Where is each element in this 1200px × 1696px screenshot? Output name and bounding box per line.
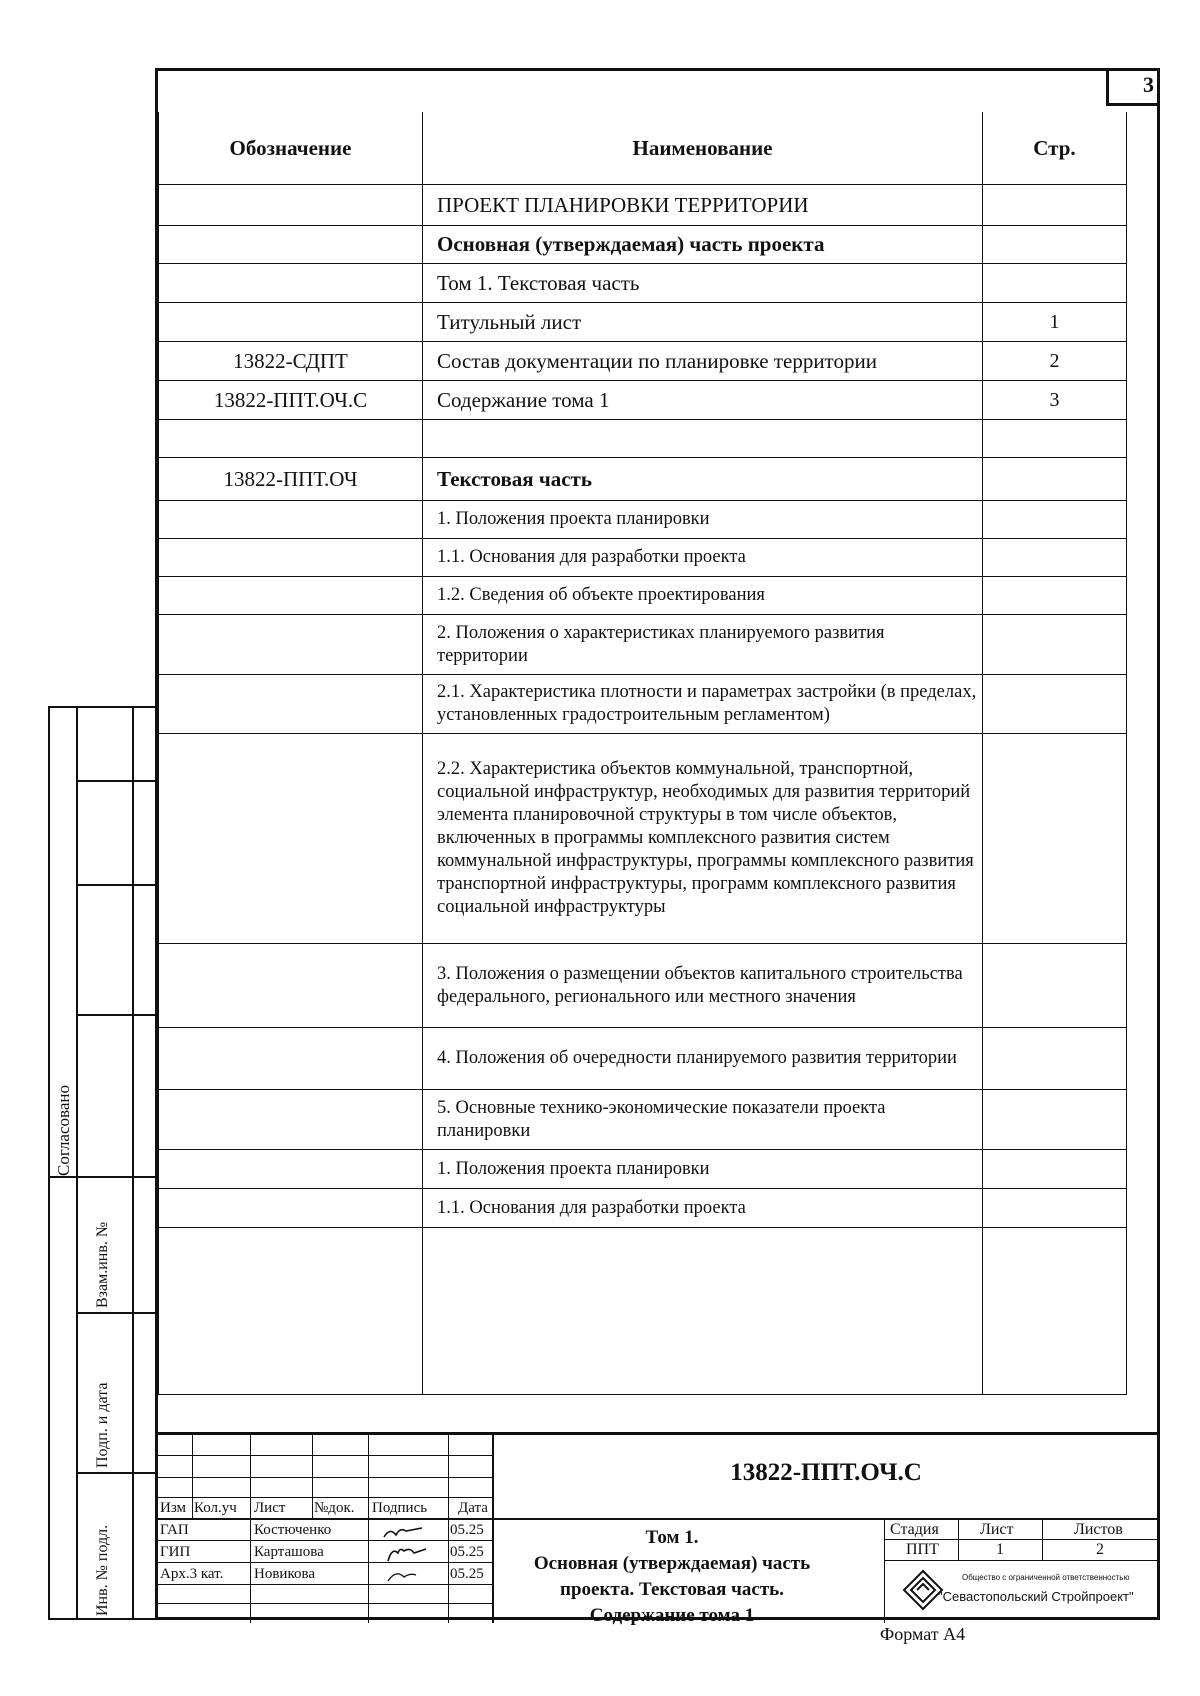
row-designation [159, 1090, 423, 1150]
table-row [159, 381, 1127, 420]
row-page [983, 577, 1127, 615]
table-row [159, 1028, 1127, 1090]
table-row [159, 1189, 1127, 1228]
staff-date: 05.25 [450, 1544, 484, 1560]
row-name: 5. Основные технико-экономические показатели проекта планировки [423, 1090, 983, 1150]
row-page [983, 675, 1127, 734]
row-page [983, 226, 1127, 264]
header-designation: Обозначение [159, 112, 423, 185]
row-page: 2 [983, 342, 1127, 381]
col-header-change: Изм [160, 1500, 187, 1516]
table-row [159, 734, 1127, 944]
row-name: 1.2. Сведения об объекте проектирования [423, 577, 983, 615]
row-page [983, 734, 1127, 944]
format-label: Формат А4 [880, 1624, 966, 1644]
table-row [159, 264, 1127, 303]
replace-inv-label: Взам.инв. № [94, 1221, 111, 1308]
row-name: Состав документации по планировке территории [423, 342, 983, 381]
row-designation [159, 577, 423, 615]
table-row [159, 1228, 1127, 1395]
sheets-value: 2 [1096, 1541, 1104, 1558]
row-designation: 13822-СДПТ [159, 342, 423, 381]
row-designation [159, 501, 423, 539]
row-name: Текстовая часть [423, 458, 983, 501]
row-designation: 13822-ППТ.ОЧ.С [159, 381, 423, 420]
row-page: 1 [983, 303, 1127, 342]
header-page: Стр. [983, 112, 1127, 185]
row-page [983, 1090, 1127, 1150]
row-name: 2.1. Характеристика плотности и параметрах застройки (в пределах, установленных градостроительным регламентом) [423, 675, 983, 734]
row-name: Содержание тома 1 [423, 381, 983, 420]
header-name: Наименование [423, 112, 983, 185]
col-header-docno: №док. [314, 1500, 355, 1516]
row-page [983, 539, 1127, 577]
table-row [159, 675, 1127, 734]
row-name: 2.2. Характеристика объектов коммунальной, транспортной, социальной инфраструктур, необходимых для развития территорий элемента планировочной структуры в том числе объектов, включенных в программы комплексного развития систем коммунальной инфраструктуры, программы комплексного развития транспортной инфраструктуры, программ комплексного развития социальной инфраструктуры [423, 734, 983, 944]
row-designation [159, 734, 423, 944]
row-name [423, 420, 983, 458]
table-row [159, 501, 1127, 539]
table-row [159, 615, 1127, 675]
staff-role: ГИП [160, 1544, 191, 1560]
row-name: Том 1. Текстовая часть [423, 264, 983, 303]
table-row [159, 342, 1127, 381]
table-row [159, 303, 1127, 342]
row-designation [159, 1228, 423, 1395]
row-designation [159, 420, 423, 458]
row-designation [159, 303, 423, 342]
side-strip [48, 706, 158, 1620]
staff-date: 05.25 [450, 1566, 484, 1582]
volume-title [492, 1525, 852, 1629]
table-row [159, 1090, 1127, 1150]
row-page [983, 1189, 1127, 1228]
row-designation: 13822-ППТ.ОЧ [159, 458, 423, 501]
staff-date: 05.25 [450, 1522, 484, 1538]
table-row [159, 539, 1127, 577]
row-name: 2. Положения о характеристиках планируемого развития территории [423, 615, 983, 675]
staff-name: Новикова [254, 1566, 316, 1582]
row-name: 1.1. Основания для разработки проекта [423, 1189, 983, 1228]
row-name: 1. Положения проекта планировки [423, 1150, 983, 1189]
row-designation [159, 944, 423, 1028]
company-logo [902, 1559, 1160, 1621]
doc-number: 13822-ППТ.ОЧ.С [730, 1459, 922, 1486]
row-name: 1. Положения проекта планировки [423, 501, 983, 539]
row-designation [159, 615, 423, 675]
row-page [983, 185, 1127, 226]
table-row [159, 458, 1127, 501]
row-page [983, 1228, 1127, 1395]
col-header-signature: Подпись [372, 1500, 428, 1516]
row-page [983, 1150, 1127, 1189]
row-name [423, 1228, 983, 1395]
row-name: Титульный лист [423, 303, 983, 342]
row-page [983, 615, 1127, 675]
sheet-label: Лист [980, 1521, 1014, 1538]
sheets-label: Листов [1074, 1521, 1123, 1538]
signatures-image [380, 1523, 440, 1583]
row-designation [159, 185, 423, 226]
staff-name: Карташова [254, 1544, 324, 1560]
row-name: Основная (утверждаемая) часть проекта [423, 226, 983, 264]
page-number: 3 [1106, 68, 1160, 106]
volume-title-line: Содержание тома 1 [589, 1605, 755, 1626]
col-header-sheet: Лист [254, 1500, 286, 1516]
stage-value: ППТ [906, 1541, 939, 1558]
row-designation [159, 1189, 423, 1228]
row-designation [159, 1028, 423, 1090]
col-header-date: Дата [458, 1500, 488, 1516]
row-page [983, 420, 1127, 458]
row-name: ПРОЕКТ ПЛАНИРОВКИ ТЕРРИТОРИИ [423, 185, 983, 226]
volume-title-line: проекта. Текстовая часть. [560, 1579, 784, 1600]
agreed-label: Согласовано [54, 1085, 73, 1176]
staff-role: ГАП [160, 1522, 189, 1538]
row-designation [159, 675, 423, 734]
row-page [983, 944, 1127, 1028]
col-header-qty: Кол.уч [194, 1500, 237, 1516]
table-row [159, 577, 1127, 615]
row-designation [159, 226, 423, 264]
row-name: 1.1. Основания для разработки проекта [423, 539, 983, 577]
volume-title-line: Основная (утверждаемая) часть [533, 1553, 811, 1574]
inv-orig-label: Инв. № подл. [94, 1524, 111, 1616]
row-name: 4. Положения об очередности планируемого развития территории [423, 1028, 983, 1090]
sign-date-label: Подп. и дата [94, 1382, 111, 1468]
row-designation [159, 539, 423, 577]
sheet-value: 1 [996, 1541, 1004, 1558]
table-row [159, 226, 1127, 264]
company-name: "Севастопольский Стройпроект" [938, 1589, 1134, 1604]
staff-role: Арх.3 кат. [160, 1566, 224, 1582]
row-page [983, 501, 1127, 539]
table-header-row [159, 112, 1127, 185]
table-row [159, 420, 1127, 458]
table-row [159, 944, 1127, 1028]
table-row [159, 185, 1127, 226]
row-name: 3. Положения о размещении объектов капитального строительства федерального, регионального или местного значения [423, 944, 983, 1028]
stage-label: Стадия [890, 1521, 939, 1538]
row-designation [159, 1150, 423, 1189]
contents-table [158, 112, 1127, 1395]
row-designation [159, 264, 423, 303]
volume-title-line: Том 1. [645, 1527, 699, 1548]
staff-name: Костюченко [254, 1522, 332, 1538]
table-row [159, 1150, 1127, 1189]
row-page: 3 [983, 381, 1127, 420]
row-page [983, 458, 1127, 501]
row-page [983, 1028, 1127, 1090]
title-block [158, 1432, 1160, 1626]
company-type: Общество с ограниченной ответственностью [962, 1573, 1130, 1582]
row-page [983, 264, 1127, 303]
